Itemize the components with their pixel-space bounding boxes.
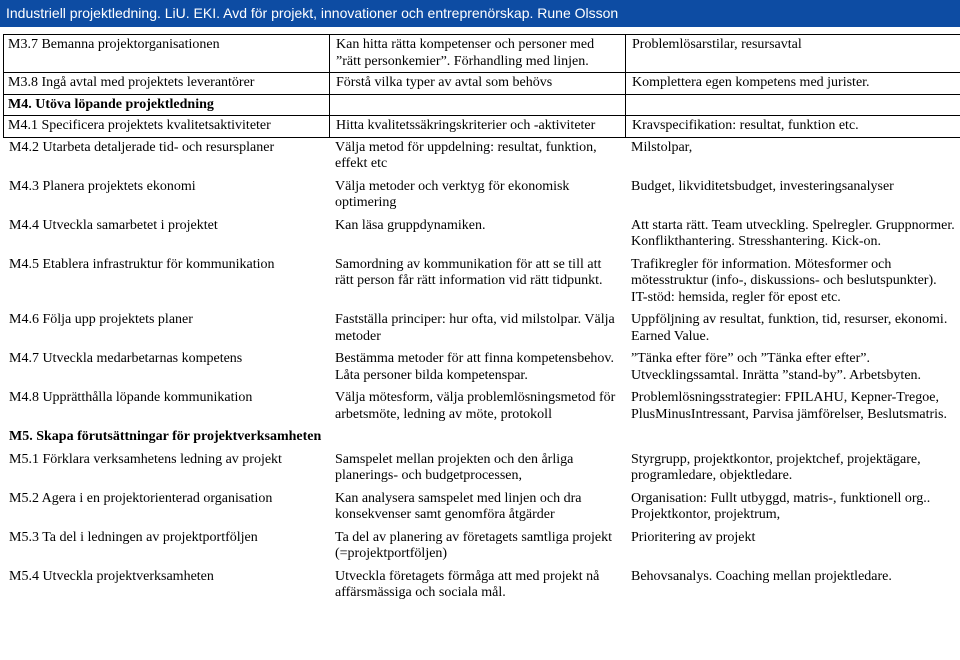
tools-cell: Styrgrupp, projektkontor, projektchef, projektägare, programledare, objektledare. [631,451,921,483]
activity-cell: M4.3 Planera projektets ekonomi [9,178,196,194]
goal-cell: Ta del av planering av företagets samtliga projekt (=projektportföljen) [335,529,612,561]
tools-cell: Behovsanalys. Coaching mellan projektledare. [631,568,892,584]
table-row [4,94,960,116]
table-row [3,567,960,606]
goal-cell: Utveckla företagets förmåga att med projekt nå affärsmässiga och sociala mål. [335,568,600,600]
activity-cell: M4.5 Etablera infrastruktur för kommunikation [9,256,275,272]
activity-cell: M3.8 Ingå avtal med projektets leverantörer [4,73,330,95]
table-row [3,216,960,255]
table-row [3,310,960,349]
activity-cell: M5.4 Utveckla projektverksamheten [9,568,214,584]
tools-cell [625,427,960,450]
activity-cell: M4.2 Utarbeta detaljerade tid- och resursplaner [9,139,275,155]
table-row [4,116,960,138]
goal-cell [330,94,626,116]
activity-cell: M5.2 Agera i en projektorienterad organisation [9,490,273,506]
table-row [3,450,960,489]
tools-cell: Problemlösarstilar, resursavtal [626,35,960,73]
table-row [3,388,960,427]
goal-cell: Välja metod för uppdelning: resultat, funktion, effekt etc [335,139,597,171]
tools-cell: Att starta rätt. Team utveckling. Spelregler. Gruppnormer. Konflikthantering. Stresshantering. Kick-on. [631,217,955,249]
goal-cell: Förstå vilka typer av avtal som behövs [330,73,626,95]
table-row [3,177,960,216]
activity-cell: M4.4 Utveckla samarbetet i projektet [9,217,218,233]
goal-cell: Kan hitta rätta kompetenser och personer med ”rätt personkemier”. Förhandling med linjen. [330,35,626,73]
table-top [3,34,960,138]
header-bar [0,0,960,27]
activity-cell: M4.7 Utveckla medarbetarnas kompetens [9,351,243,366]
tools-cell: Trafikregler för information. Mötesformer och mötesstruktur (info-, diskussions- och beslutspunkter). IT-stöd: hemsida, regler för epost etc. [631,256,937,305]
activity-cell: M3.7 Bemanna projektorganisationen [4,35,330,73]
document-body [3,34,960,606]
table-row [3,255,960,311]
header-title: Industriell projektledning. LiU. EKI. Avd för projekt, innovationer och entreprenörskap. Rune Olsson [6,5,619,21]
goal-cell: Samspelet mellan projekten och den årliga planerings- och budgetprocessen, [335,451,574,483]
tools-cell: Milstolpar, [631,139,693,155]
table-row [3,349,960,388]
tools-cell: Prioritering av projekt [631,529,756,545]
tools-cell: Organisation: Fullt utbyggd, matris-, funktionell org.. Projektkontor, projektrum, [631,490,931,522]
goal-cell [329,427,625,450]
activity-cell: M5.1 Förklara verksamhetens ledning av projekt [9,451,282,467]
table-bottom [3,138,960,606]
table-row [3,427,960,450]
goal-cell: Samordning av kommunikation för att se till att rätt person får rätt information vid rätt tidpunkt. [335,256,603,288]
table-row [4,35,960,73]
goal-cell: Fastställa principer: hur ofta, vid milstolpar. Välja metoder [335,312,615,344]
activity-cell: M4.8 Upprätthålla löpande kommunikation [9,390,253,405]
tools-cell: Budget, likviditetsbudget, investeringsanalyser [631,178,894,194]
goal-cell: Kan analysera samspelet med linjen och dra konsekvenser samt genomföra åtgärder [335,490,582,522]
goal-cell: Bestämma metoder för att finna kompetensbehov. Låta personer bilda kompetenspar. [335,351,615,383]
activity-cell: M4.6 Följa upp projektets planer [9,312,193,327]
section-heading: M5. Skapa förutsättningar för projektverksamheten [9,429,322,444]
goal-cell: Kan läsa gruppdynamiken. [335,217,486,233]
goal-cell: Välja mötesform, välja problemlösningsmetod för arbetsmöte, ledning av möte, protokoll [335,390,616,422]
tools-cell: Uppföljning av resultat, funktion, tid, resurser, ekonomi. Earned Value. [631,312,948,344]
activity-cell: M4.1 Specificera projektets kvalitetsaktiviteter [4,116,330,138]
tools-cell [626,94,960,116]
activity-cell: M5.3 Ta del i ledningen av projektportföljen [9,529,258,545]
table-row [3,528,960,567]
table-row [3,489,960,528]
tools-cell: Komplettera egen kompetens med jurister. [626,73,960,95]
tools-cell: Kravspecifikation: resultat, funktion etc. [626,116,960,138]
table-row [3,138,960,177]
tools-cell: ”Tänka efter före” och ”Tänka efter efter”. Utvecklingssamtal. Inrätta ”stand-by”. Arbetsbyten. [631,351,922,383]
tools-cell: Problemlösningsstrategier: FPILAHU, Kepner-Tregoe, PlusMinusIntressant, Parvisa jämförelser, Beslutsmatris. [631,390,947,422]
goal-cell: Välja metoder och verktyg för ekonomisk optimering [335,178,570,210]
goal-cell: Hitta kvalitetssäkringskriterier och -aktiviteter [330,116,626,138]
table-row [4,73,960,95]
section-heading: M4. Utöva löpande projektledning [4,94,330,116]
